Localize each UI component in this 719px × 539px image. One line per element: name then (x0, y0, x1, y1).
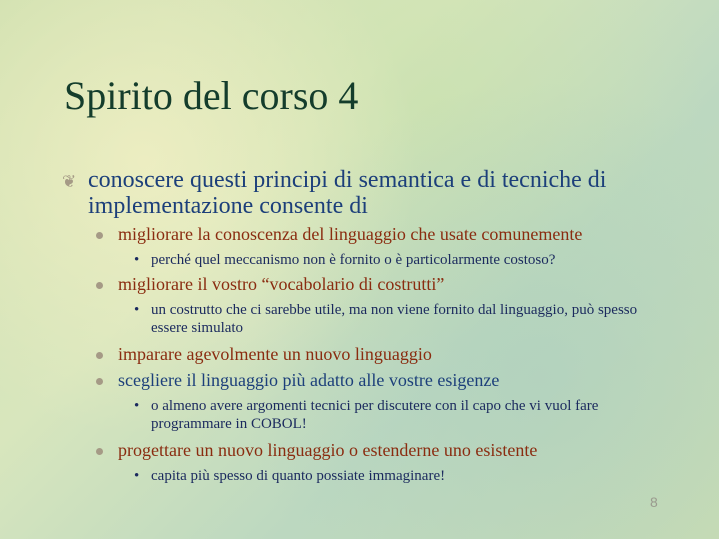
sub-sub-bullet-5 (134, 467, 674, 485)
sub-sub-bullet-text: o almeno avere argomenti tecnici per discutere con il capo che vi vuol fare programmare in COBOL! (151, 398, 599, 432)
sub-bullet-4 (96, 370, 499, 390)
sub-bullet-2 (96, 274, 444, 294)
page-number: 8 (650, 494, 658, 510)
circle-bullet-icon (96, 448, 103, 455)
dot-bullet-icon: • (134, 302, 140, 318)
circle-bullet-icon (96, 232, 103, 239)
sub-sub-bullet-text: un costrutto che ci sarebbe utile, ma non viene fornito dal linguaggio, può spesso essere simulato (151, 302, 638, 336)
slide-title: Spirito del corso 4 (64, 73, 359, 118)
circle-bullet-icon (96, 282, 103, 289)
sub-bullet-text: migliorare il vostro “vocabolario di costrutti” (118, 274, 445, 294)
sub-bullet-text: imparare agevolmente un nuovo linguaggio (118, 344, 432, 364)
sub-sub-bullet-text: capita più spesso di quanto possiate immaginare! (151, 468, 446, 484)
sub-bullet-1 (96, 224, 582, 244)
sub-bullet-5 (96, 440, 537, 460)
sub-bullet-text: migliorare la conoscenza del linguaggio che usate comunemente (118, 224, 583, 244)
sub-bullet-text: scegliere il linguaggio più adatto alle vostre esigenze (118, 370, 500, 390)
circle-bullet-icon (96, 378, 103, 385)
sub-sub-bullet-2 (134, 301, 674, 337)
sub-sub-bullet-text: perché quel meccanismo non è fornito o è particolarmente costoso? (151, 252, 556, 268)
dot-bullet-icon: • (134, 468, 140, 484)
dot-bullet-icon: • (134, 252, 140, 268)
sub-bullet-text: progettare un nuovo linguaggio o estenderne uno esistente (118, 440, 538, 460)
circle-bullet-icon (96, 352, 103, 359)
sub-bullet-3 (96, 344, 432, 364)
sub-sub-bullet-4 (134, 397, 674, 433)
scroll-bullet-icon: ❦ (62, 172, 77, 191)
dot-bullet-icon: • (134, 398, 140, 414)
sub-sub-bullet-1 (134, 251, 674, 269)
bullet-level1 (62, 167, 662, 219)
bullet-level1-text: conoscere questi principi di semantica e di tecniche di implementazione consente di (88, 167, 607, 219)
